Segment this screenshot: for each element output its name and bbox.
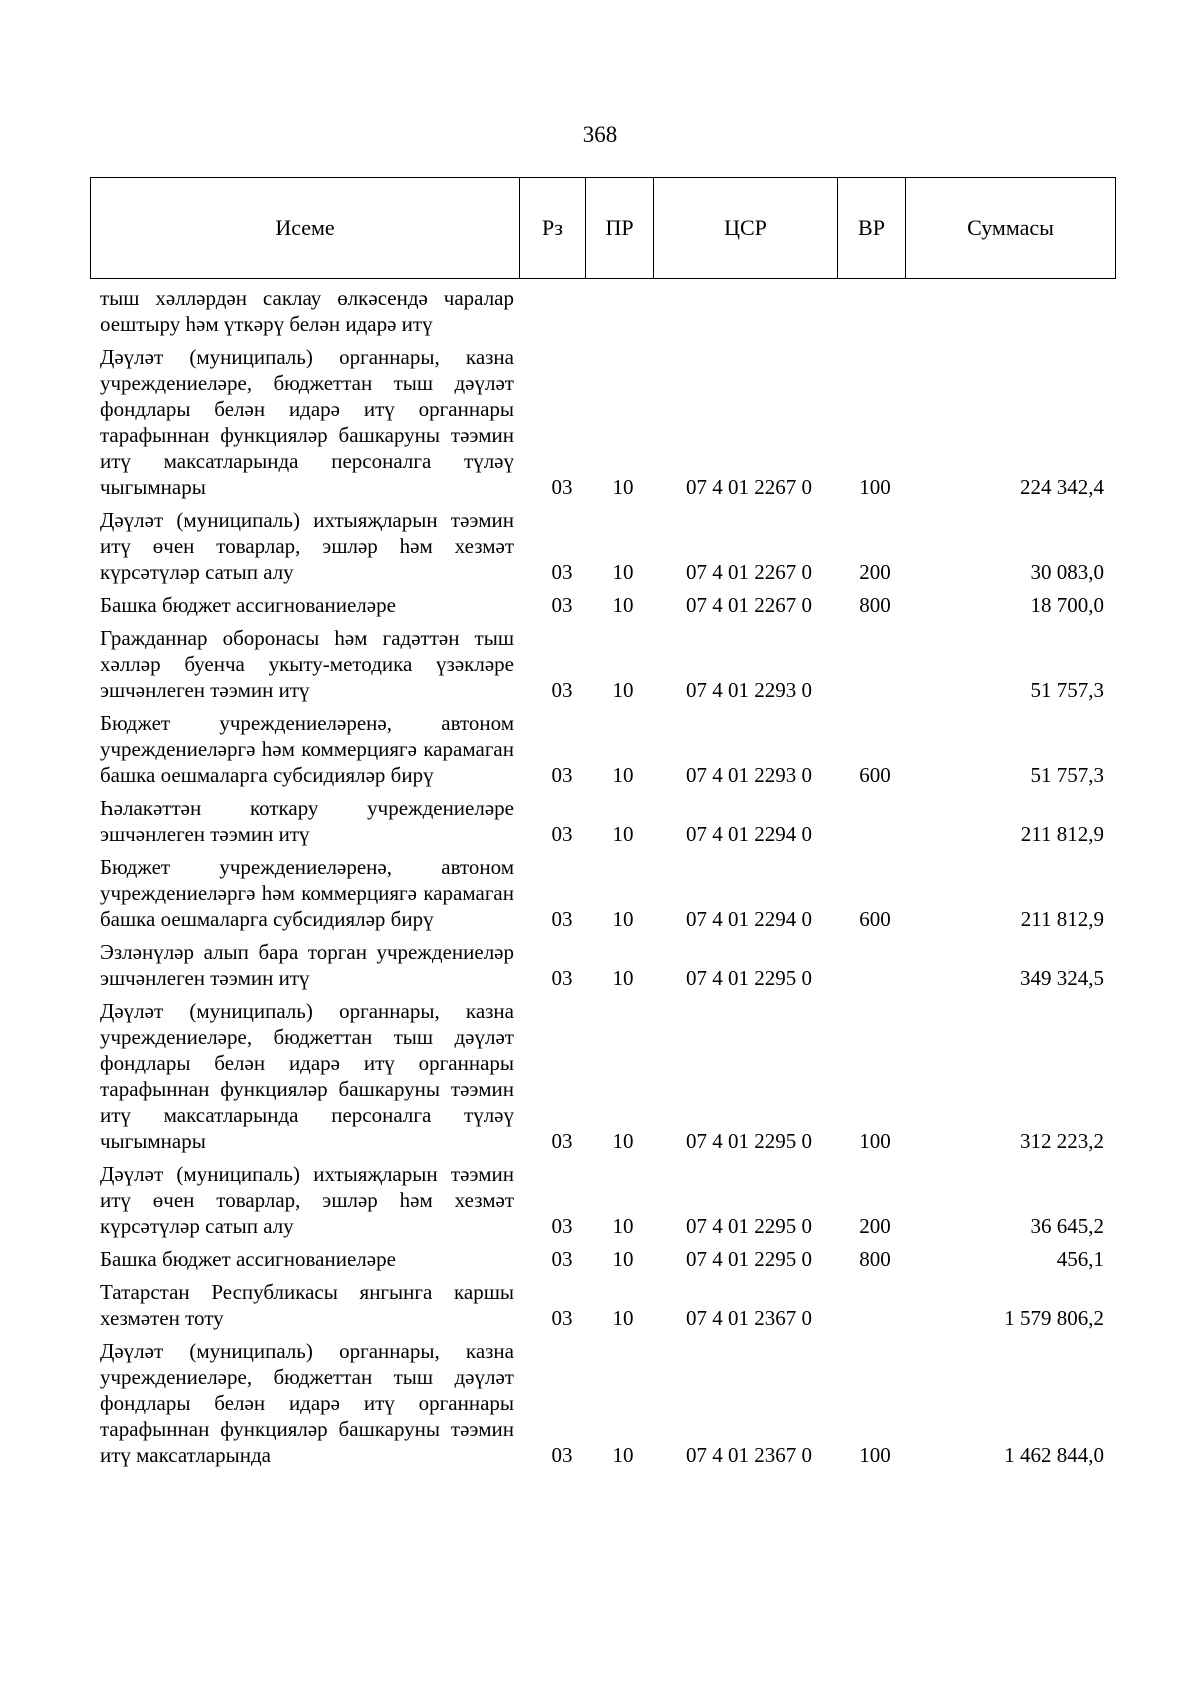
table-row bbox=[90, 1338, 1116, 1468]
row-name: Дәүләт (муниципаль) ихтыяҗларын тәэмин итү өчен товарлар, эшләр һәм хезмәт күрсәтүләр сатып алу bbox=[100, 1162, 514, 1238]
row-name: Һәлакәттән коткару учреждениеләре эшчәнлеген тәэмин итү bbox=[100, 796, 514, 846]
row-rz: 03 bbox=[551, 907, 573, 931]
row-csr: 07 4 01 2293 0 bbox=[686, 678, 812, 702]
row-vr: 600 bbox=[859, 907, 891, 931]
row-name: Дәүләт (муниципаль) органнары, казна учреждениеләре, бюджеттан тыш дәүләт фондлары белән идарә итү органнары тарафыннан функцияләр башкаруны тәэмин итү максатларында персоналга түләү чыгымнары bbox=[100, 345, 514, 499]
row-sum: 224 342,4 bbox=[1020, 475, 1104, 499]
row-sum: 51 757,3 bbox=[1030, 763, 1104, 787]
table-row bbox=[90, 998, 1116, 1154]
table-row bbox=[90, 344, 1116, 500]
row-sum: 211 812,9 bbox=[1020, 907, 1104, 931]
table-row bbox=[90, 854, 1116, 932]
table-row bbox=[90, 939, 1116, 991]
row-name: Гражданнар оборонасы һәм гадәттән тыш хәлләр буенча укыту-методика үзәкләре эшчәнлеген тәэмин итү bbox=[100, 626, 514, 702]
row-name: тыш хәлләрдән саклау өлкәсендә чаралар оештыру һәм үткәрү белән идарә итү bbox=[100, 286, 514, 336]
row-sum: 211 812,9 bbox=[1020, 822, 1104, 846]
row-rz: 03 bbox=[551, 966, 573, 990]
row-sum: 456,1 bbox=[1056, 1247, 1104, 1271]
row-csr: 07 4 01 2295 0 bbox=[686, 1214, 812, 1238]
table-header bbox=[90, 177, 1116, 279]
row-name: Татарстан Республикасы янгынга каршы хезмәтен тоту bbox=[100, 1280, 514, 1330]
row-vr: 100 bbox=[859, 1443, 891, 1467]
header-sum: Суммасы bbox=[905, 178, 1115, 278]
row-rz: 03 bbox=[551, 822, 573, 846]
row-sum: 1 462 844,0 bbox=[1004, 1443, 1104, 1467]
row-name: Бюджет учреждениеләренә, автоном учреждениеләргә һәм коммерциягә карамаган башка оешмаларга субсидияләр бирү bbox=[100, 855, 514, 931]
header-pr: ПР bbox=[585, 178, 653, 278]
table-row bbox=[90, 285, 1116, 337]
row-name: Башка бюджет ассигнованиеләре bbox=[100, 1247, 396, 1271]
header-csr: ЦСР bbox=[653, 178, 837, 278]
row-name: Дәүләт (муниципаль) органнары, казна учреждениеләре, бюджеттан тыш дәүләт фондлары белән идарә итү органнары тарафыннан функцияләр башкаруны тәэмин итү максатларында персоналга түләү чыгымнары bbox=[100, 999, 514, 1153]
row-vr: 800 bbox=[859, 1247, 891, 1271]
row-rz: 03 bbox=[551, 1443, 573, 1467]
row-name: Бюджет учреждениеләренә, автоном учреждениеләргә һәм коммерциягә карамаган башка оешмаларга субсидияләр бирү bbox=[100, 711, 514, 787]
row-pr: 10 bbox=[612, 678, 634, 702]
row-name: Эзләнүләр алып бара торган учреждениеләр эшчәнлеген тәэмин итү bbox=[100, 940, 514, 990]
row-csr: 07 4 01 2367 0 bbox=[686, 1443, 812, 1467]
row-rz: 03 bbox=[551, 560, 573, 584]
row-sum: 30 083,0 bbox=[1030, 560, 1104, 584]
row-pr: 10 bbox=[612, 1129, 634, 1153]
header-name: Исеме bbox=[275, 215, 335, 240]
row-vr: 100 bbox=[859, 475, 891, 499]
table-row bbox=[90, 507, 1116, 585]
row-vr: 100 bbox=[859, 1129, 891, 1153]
header-vr: ВР bbox=[837, 178, 905, 278]
row-sum: 1 579 806,2 bbox=[1004, 1306, 1104, 1330]
table-row bbox=[90, 795, 1116, 847]
row-vr: 800 bbox=[859, 593, 891, 617]
row-rz: 03 bbox=[551, 1129, 573, 1153]
row-csr: 07 4 01 2294 0 bbox=[686, 822, 812, 846]
row-csr: 07 4 01 2294 0 bbox=[686, 907, 812, 931]
table-row bbox=[90, 625, 1116, 703]
row-pr: 10 bbox=[612, 560, 634, 584]
row-rz: 03 bbox=[551, 1247, 573, 1271]
row-sum: 18 700,0 bbox=[1030, 593, 1104, 617]
row-csr: 07 4 01 2267 0 bbox=[686, 475, 812, 499]
row-name: Башка бюджет ассигнованиеләре bbox=[100, 593, 396, 617]
row-pr: 10 bbox=[612, 1306, 634, 1330]
row-sum: 312 223,2 bbox=[1020, 1129, 1104, 1153]
row-csr: 07 4 01 2295 0 bbox=[686, 1247, 812, 1271]
row-pr: 10 bbox=[612, 1247, 634, 1271]
row-rz: 03 bbox=[551, 678, 573, 702]
row-pr: 10 bbox=[612, 763, 634, 787]
row-rz: 03 bbox=[551, 593, 573, 617]
row-name: Дәүләт (муниципаль) ихтыяҗларын тәэмин итү өчен товарлар, эшләр һәм хезмәт күрсәтүләр сатып алу bbox=[100, 508, 514, 584]
budget-table bbox=[90, 177, 1116, 1475]
row-csr: 07 4 01 2295 0 bbox=[686, 1129, 812, 1153]
row-name: Дәүләт (муниципаль) органнары, казна учреждениеләре, бюджеттан тыш дәүләт фондлары белән идарә итү органнары тарафыннан функцияләр башкаруны тәэмин итү максатларында bbox=[100, 1339, 514, 1467]
table-row bbox=[90, 1279, 1116, 1331]
row-csr: 07 4 01 2267 0 bbox=[686, 593, 812, 617]
table-row bbox=[90, 1246, 1116, 1272]
row-csr: 07 4 01 2295 0 bbox=[686, 966, 812, 990]
table-body bbox=[90, 285, 1116, 1468]
row-csr: 07 4 01 2293 0 bbox=[686, 763, 812, 787]
row-rz: 03 bbox=[551, 1214, 573, 1238]
table-row bbox=[90, 710, 1116, 788]
row-rz: 03 bbox=[551, 763, 573, 787]
row-vr: 200 bbox=[859, 560, 891, 584]
row-pr: 10 bbox=[612, 475, 634, 499]
table-row bbox=[90, 1161, 1116, 1239]
row-vr: 200 bbox=[859, 1214, 891, 1238]
row-sum: 349 324,5 bbox=[1020, 966, 1104, 990]
table-row bbox=[90, 592, 1116, 618]
row-sum: 51 757,3 bbox=[1030, 678, 1104, 702]
row-pr: 10 bbox=[612, 1214, 634, 1238]
row-csr: 07 4 01 2267 0 bbox=[686, 560, 812, 584]
row-pr: 10 bbox=[612, 966, 634, 990]
row-sum: 36 645,2 bbox=[1030, 1214, 1104, 1238]
row-csr: 07 4 01 2367 0 bbox=[686, 1306, 812, 1330]
row-pr: 10 bbox=[612, 593, 634, 617]
row-pr: 10 bbox=[612, 907, 634, 931]
row-vr: 600 bbox=[859, 763, 891, 787]
header-rz: Рз bbox=[519, 178, 585, 278]
row-rz: 03 bbox=[551, 475, 573, 499]
page-number: 368 bbox=[582, 122, 618, 147]
row-rz: 03 bbox=[551, 1306, 573, 1330]
row-pr: 10 bbox=[612, 822, 634, 846]
row-pr: 10 bbox=[612, 1443, 634, 1467]
